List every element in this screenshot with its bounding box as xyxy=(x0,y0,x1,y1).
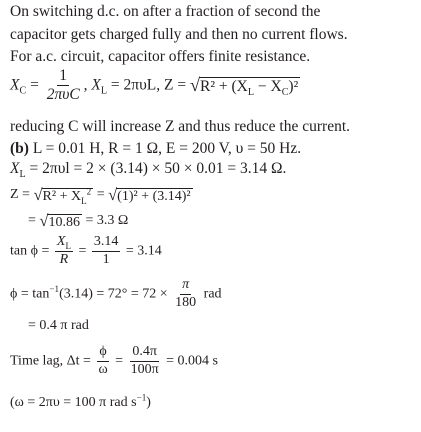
z-val-eq: = xyxy=(28,213,40,229)
phi-text2: (3.14) = 72° = 72 × xyxy=(59,286,172,302)
omega-line xyxy=(10,392,151,411)
phi-value: = 0.4 π rad xyxy=(28,318,89,333)
omega-text: (ω = 2πυ = 100 π rad s xyxy=(10,395,137,410)
tan-lhs: tan ϕ = xyxy=(10,243,53,259)
z-value-line xyxy=(28,211,128,231)
z-radicand-3: )² xyxy=(288,78,299,96)
lag-frac-1 xyxy=(96,345,109,377)
tan-num1-sub: L xyxy=(65,240,71,251)
intro-line-3: For a.c. circuit, capacitor offers finite resistance. xyxy=(10,48,311,65)
xl-symbol: X xyxy=(91,76,101,94)
part-b-text: L = 0.01 H, R = 1 Ω, E = 200 V, υ = 50 Hz. xyxy=(28,140,302,157)
tan-den2: 1 xyxy=(102,251,110,267)
z-val-radical: √10.86 xyxy=(39,211,80,230)
xl-calc-symbol: X xyxy=(10,160,20,177)
omega-sup: −1 xyxy=(136,392,147,403)
part-b-line xyxy=(10,140,301,158)
lag-num2: 0.4π xyxy=(130,345,159,362)
z-val-rad: 10.86 xyxy=(48,215,80,230)
xl-rhs: = 2πυL, Z = xyxy=(107,76,190,94)
z-radicand-sub1: L xyxy=(247,87,254,99)
tan-rest: = 3.14 xyxy=(122,243,162,259)
z-rad2: (1)² + (3.14)² xyxy=(117,189,191,204)
phi-den: 180 xyxy=(175,294,197,310)
time-lag-line xyxy=(10,345,218,377)
z-radical: $√R^2 + (X_L - X_C)^2$ xyxy=(189,75,299,99)
phi-text: ϕ = tan xyxy=(10,286,50,302)
intro-line-1: On switching d.c. on after a fraction of second the xyxy=(10,3,321,20)
lag-den1: ω xyxy=(98,361,108,377)
tan-line xyxy=(10,235,162,267)
z-val-rest: = 3.3 Ω xyxy=(81,213,129,229)
z-radicand-sub2: C xyxy=(281,87,289,99)
z-rad1: R² + X xyxy=(42,189,82,204)
tan-eq: = xyxy=(75,243,90,259)
tan-num1: X xyxy=(56,234,66,249)
phi-line xyxy=(10,278,222,310)
xl-calc-line xyxy=(10,160,287,181)
xl-calc-rest: = 2πυl = 2 × (3.14) × 50 × 0.01 = 3.14 Ω. xyxy=(25,160,287,177)
lag-num1: ϕ xyxy=(97,345,108,362)
reactance-formula: $X_C$ = $\frac{1}{\text{2πυC}}$ , $X_L = 2\pi\upsilon L$, $Z = √R^2 + (X_L - X_C)^2$ xyxy=(10,67,299,104)
lag-frac-2 xyxy=(129,345,161,377)
xc-numerator: 1 xyxy=(57,68,69,86)
xc-symbol: X xyxy=(10,76,20,94)
lag-eq: = xyxy=(111,353,127,369)
tan-num2: 3.14 xyxy=(92,235,121,252)
tan-frac-2 xyxy=(92,235,121,267)
phi-sup: −1 xyxy=(49,283,60,294)
z-lhs: Z = xyxy=(10,187,34,203)
intro-line-2: capacitor gets charged fully and then no current flows. xyxy=(10,26,348,43)
xc-sub: C xyxy=(19,85,27,97)
equals: = xyxy=(30,76,39,94)
xc-denominator: 2πυC xyxy=(46,86,80,104)
phi-frac xyxy=(173,278,198,310)
xl-sub: L xyxy=(100,85,108,97)
lag-label: Time lag, Δt = xyxy=(10,353,95,369)
z-radicand-2: − X xyxy=(254,78,282,96)
z-radical-1: $√R^2 + X_L^2$ xyxy=(33,185,92,206)
z-calc-line xyxy=(10,185,193,205)
z-rad1-sub: L xyxy=(81,195,87,206)
lag-den2: 100π xyxy=(130,361,159,377)
z-rad1-sup: 2 xyxy=(86,186,92,197)
xc-fraction xyxy=(45,68,82,104)
reduce-text: reducing C will increase Z and thus reduce the current. xyxy=(10,118,351,135)
xl-calc-sub: L xyxy=(19,169,26,181)
part-b-label: (b) xyxy=(10,140,29,157)
lag-rest: = 0.004 s xyxy=(162,353,218,369)
phi-rest: rad xyxy=(200,286,222,302)
z-radical-2: √(1)² + (3.14)² xyxy=(108,185,191,204)
z-radicand-1: R² + (X xyxy=(200,78,248,96)
tan-den1: R xyxy=(59,251,69,267)
omega-close: ) xyxy=(146,395,151,410)
z-eq: = xyxy=(93,187,109,203)
phi-num: π xyxy=(180,278,191,295)
tan-frac-1 xyxy=(55,235,73,267)
